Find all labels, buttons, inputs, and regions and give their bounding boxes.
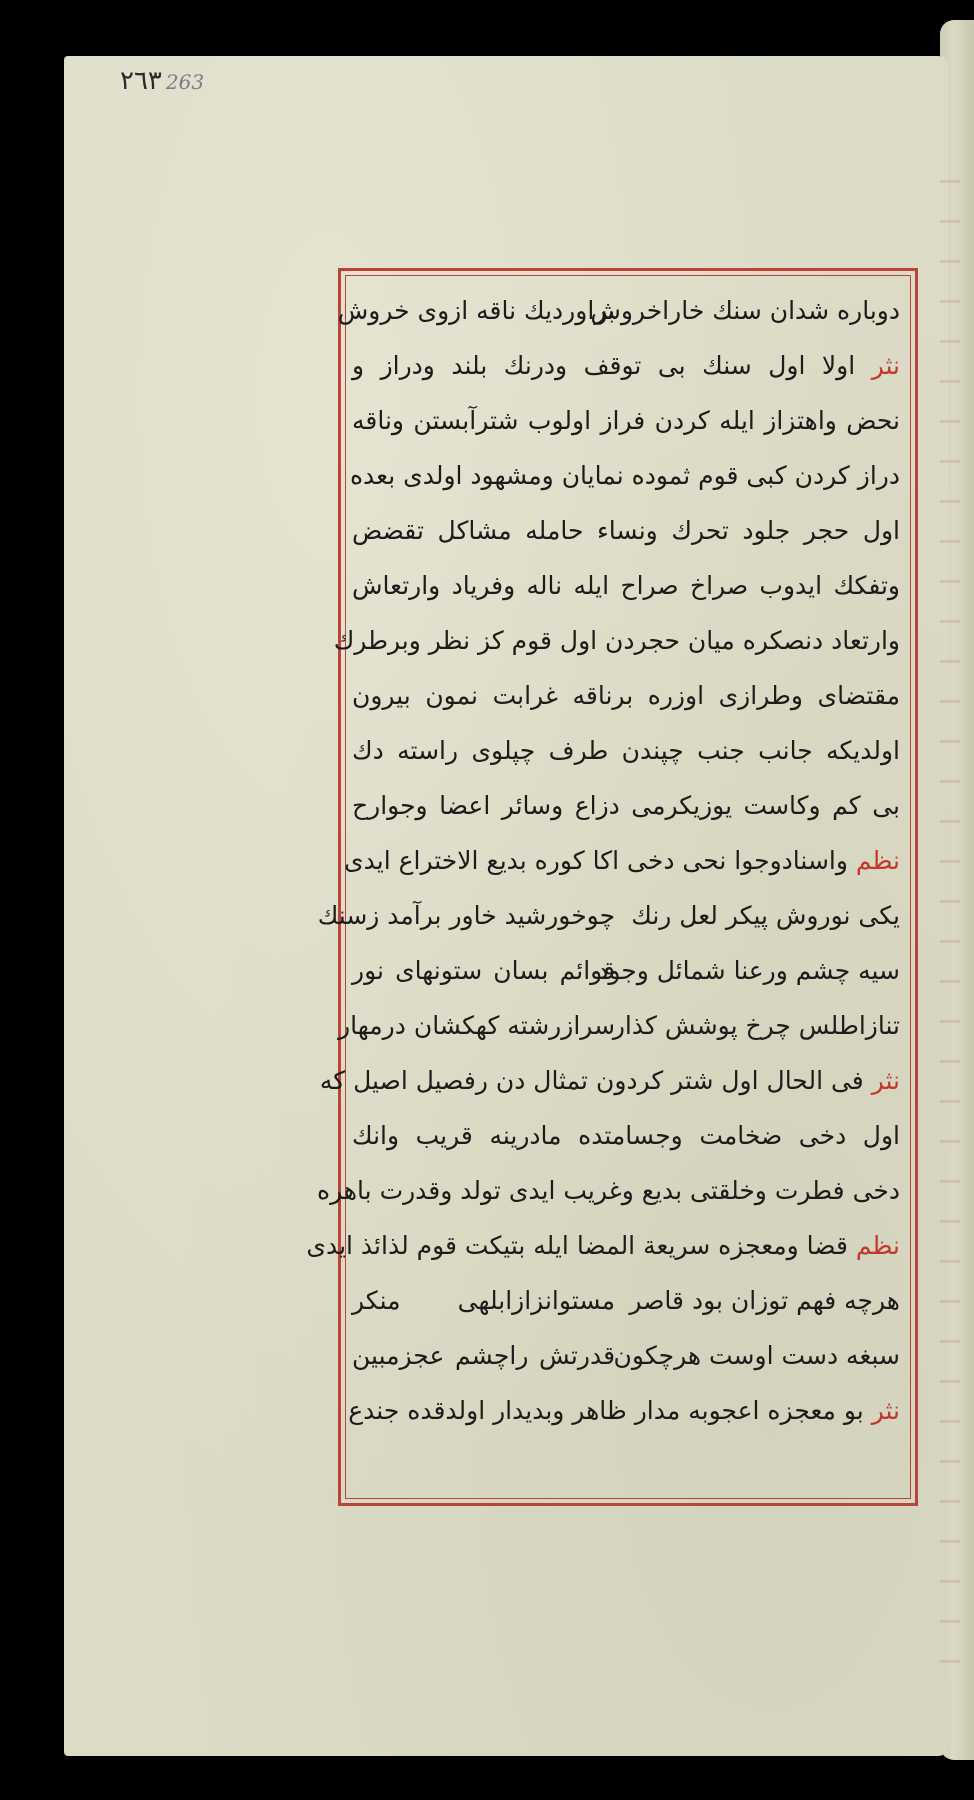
line-text: وارتعاد دنصكره میان حجردن اول قوم كز نظر وبرطرك <box>333 626 900 655</box>
line-text: اول دخی ضخامت وجسامتده مادرینه قریب وانك <box>352 1121 900 1150</box>
hemistich-left: مستوانزازابلهی منكر <box>352 1286 616 1315</box>
hemistich-right: تنازاطلس چرخ پوشش كذار <box>612 1011 900 1040</box>
prose-line <box>352 503 900 558</box>
line-text: اول حجر جلود تحرك ونساء حامله مشاكل تقضض <box>352 516 900 545</box>
line-text: مقتضای وطرازی اوزره برناقه غرابت نمون بیرون <box>352 681 900 710</box>
hemistich-right: سیه چشم ورعنا شمائل وجود <box>597 956 900 985</box>
binding-stitch <box>940 180 960 1680</box>
prose-line <box>352 393 900 448</box>
prose-line <box>344 833 900 888</box>
rubric-heading: نظم <box>855 846 900 875</box>
line-text: فی الحال اول شتر كردون تمثال دن رفصیل اصیل كه <box>319 1066 864 1095</box>
line-text: دراز كردن كبی قوم ثموده نمایان ومشهود اولدی بعده <box>349 461 900 490</box>
verse-line <box>352 1328 900 1383</box>
prose-line <box>352 558 900 613</box>
rubric-heading: نثر <box>871 1066 900 1095</box>
hemistich-left: براوردیك ناقه ازوی خروش <box>337 296 616 325</box>
prose-line <box>333 613 900 668</box>
hemistich-left: سرازرشته كهكشان درمهار <box>338 1011 616 1040</box>
prose-line <box>352 338 900 393</box>
hemistich-right: دوباره شدان سنك خاراخروش <box>590 296 900 325</box>
hemistich-right: هرچه فهم توزان بود قاصر <box>629 1286 900 1315</box>
prose-line <box>352 723 900 778</box>
folio-arabic: ٢٦٣ <box>120 66 162 96</box>
prose-line <box>352 668 900 723</box>
rubric-heading: نثر <box>871 1396 900 1425</box>
hemistich-left: چوخورشید خاور برآمد زسنك <box>317 901 616 930</box>
line-text: قضا ومعجزه سریعة المضا ایله بتیكت قوم لذائذ ایدی <box>306 1231 848 1260</box>
prose-line <box>316 1163 900 1218</box>
prose-line <box>319 1053 900 1108</box>
verse-line <box>338 998 900 1053</box>
prose-line <box>352 1108 900 1163</box>
hemistich-left: قوائم بسان ستونهای نور <box>352 956 616 985</box>
verse-line <box>317 888 900 943</box>
prose-line <box>349 448 900 503</box>
line-text: واسنادوجوا نحی دخی اكا كوره بدیع الاختراع ایدی <box>344 846 848 875</box>
prose-line <box>306 1218 900 1273</box>
folio-pencil: 263 <box>165 70 205 94</box>
line-text: بی كم وكاست یوزیكرمی دزاع وسائر اعضا وجوارح <box>352 791 900 820</box>
text-block <box>306 283 900 1493</box>
line-text: اولدیكه جانب جنب چپندن طرف چپلوی راسته دك <box>352 736 900 765</box>
rubric-heading: نثر <box>871 351 900 380</box>
line-text: بو معجزه اعجوبه مدار ظاهر وبدیدار اولدقده جندع <box>348 1396 864 1425</box>
prose-line <box>352 778 900 833</box>
line-text: وتفكك ایدوب صراخ صراح ایله ناله وفریاد وارتعاش <box>352 571 900 600</box>
verse-line <box>352 943 900 998</box>
line-text: نحض واهتزاز ایله كردن فراز اولوب شترآبستن وناقه <box>352 406 900 435</box>
rubric-heading: نظم <box>855 1231 900 1260</box>
hemistich-right: یكی نوروش پیكر لعل رنك <box>631 901 900 930</box>
hemistich-left: قدرتش راچشم عجزمبین <box>352 1341 616 1370</box>
hemistich-right: سبغه دست اوست هرچكون <box>613 1341 900 1370</box>
prose-line <box>348 1383 900 1438</box>
verse-line <box>352 1273 900 1328</box>
line-text: دخی فطرت وخلقتی بدیع وغریب ایدی تولد وقدرت باهره <box>316 1176 900 1205</box>
verse-line <box>337 283 900 338</box>
line-text: اولا اول سنك بی توقف ودرنك بلند ودراز و <box>352 351 856 380</box>
folio-number <box>120 66 204 96</box>
